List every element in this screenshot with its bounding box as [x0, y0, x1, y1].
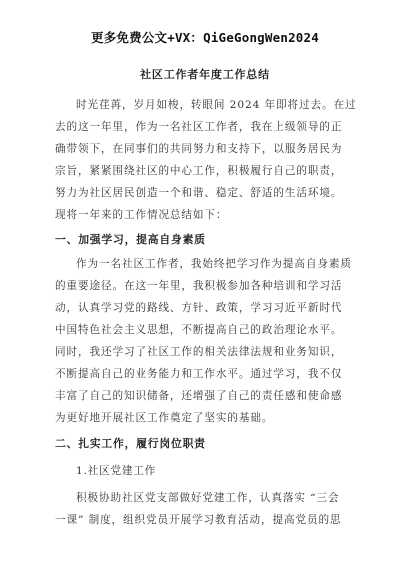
section2-line: 积极协助社区党支部做好党建工作，认真落实 “三会 — [76, 492, 340, 504]
section-heading-2: 二、扎实工作，履行岗位职责 — [55, 437, 206, 450]
intro-line: 去的这一年里，作为一名社区工作者，我在上级领导的正 — [55, 121, 343, 133]
intro-line: 努力为社区居民创造一个和谐、稳定、舒适的生活环境。 — [55, 187, 343, 199]
section1-line: 的重要途径。在这一年里，我积极参加各种培训和学习活 — [55, 280, 343, 292]
subsection-heading: 1.社区党建工作 — [76, 465, 157, 477]
section1-line: 不断提高自己的业务能力和工作水平。通过学习，我不仅 — [55, 368, 343, 380]
intro-line: 宗旨，紧紧围绕社区的中心工作，积极履行自己的职责， — [55, 165, 343, 177]
intro-line: 确带领下，在同事们的共同努力和支持下，以服务居民为 — [55, 143, 343, 155]
section2-line: 一课” 制度，组织党员开展学习教育活动，提高党员的思 — [55, 514, 342, 526]
intro-line: 现将一年来的工作情况总结如下： — [55, 209, 228, 221]
watermark-header: 更多免费公文+VX：QiGeGongWen2024 — [91, 30, 319, 45]
document-title: 社区工作者年度工作总结 — [140, 68, 270, 81]
section1-line: 同时，我还学习了社区工作的相关法律法规和业务知识， — [55, 346, 343, 358]
section-heading-1: 一、加强学习，提高自身素质 — [55, 233, 206, 246]
section1-line: 丰富了自己的知识储备，还增强了自己的责任感和使命感 — [55, 390, 343, 402]
section1-line: 中国特色社会主义思想，不断提高自己的政治理论水平。 — [55, 324, 343, 336]
section1-line: 作为一名社区工作者，我始终把学习作为提高自身素质 — [76, 258, 352, 270]
section1-line: 为更好地开展社区工作奠定了坚实的基础。 — [55, 412, 274, 424]
section1-line: 动，认真学习党的路线、方针、政策，学习习近平新时代 — [55, 302, 343, 314]
intro-line: 时光荏苒，岁月如梭，转眼间 2024 年即将过去。在过 — [76, 99, 357, 111]
